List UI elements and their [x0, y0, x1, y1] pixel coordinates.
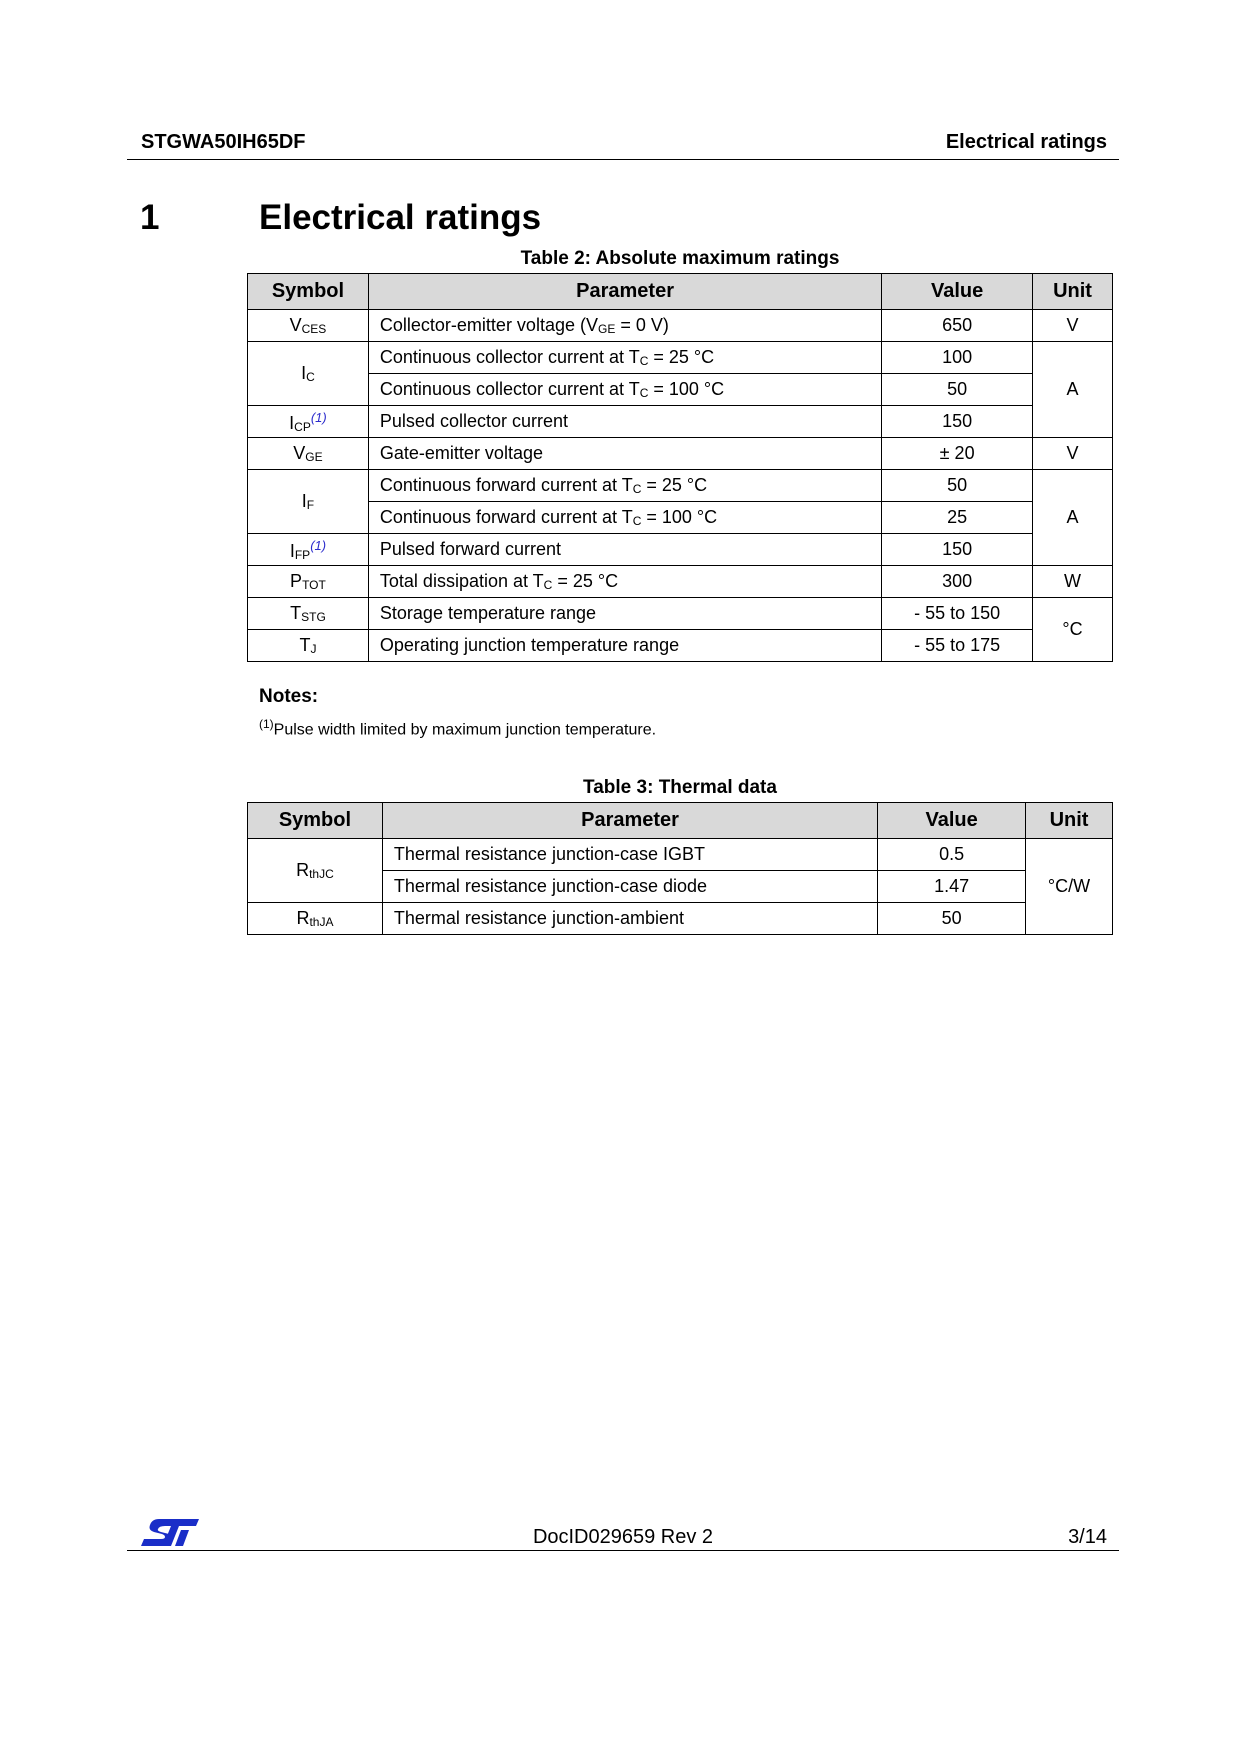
parameter-cell: Thermal resistance junction-case IGBT: [382, 839, 877, 871]
unit-cell: °C/W: [1026, 839, 1113, 935]
col-header-value: Value: [878, 803, 1026, 839]
symbol-cell: $T_{STG}$: [248, 598, 369, 630]
value-cell: 100: [882, 342, 1033, 374]
section-number: 1: [140, 198, 160, 237]
notes-heading: Notes:: [259, 686, 319, 707]
table-row: [248, 502, 1113, 534]
symbol-cell: $I_{CP}^{(1)}$: [248, 406, 369, 438]
value-cell: 50: [882, 374, 1033, 406]
absolute-max-ratings-table: [247, 273, 1113, 662]
value-cell: - 55 to 175: [882, 630, 1033, 662]
document-id: DocID029659 Rev 2: [532, 1526, 714, 1548]
parameter-cell: Thermal resistance junction-ambient: [382, 903, 877, 935]
page-number: 3/14: [1068, 1526, 1107, 1548]
col-header-value: Value: [882, 274, 1033, 310]
table-row: [248, 310, 1113, 342]
table-header-row: [248, 274, 1113, 310]
unit-cell: W: [1033, 566, 1113, 598]
parameter-cell: Thermal resistance junction-case diode: [382, 871, 877, 903]
value-cell: 25: [882, 502, 1033, 534]
parameter-cell: Continuous forward current at $T_C = 25$ °C: [368, 470, 881, 502]
table-row: [248, 406, 1113, 438]
parameter-cell: Pulsed forward current: [368, 534, 881, 566]
table-row: [248, 839, 1113, 871]
col-header-parameter: Parameter: [382, 803, 877, 839]
table3-caption: Table 3: Thermal data: [583, 777, 777, 798]
parameter-cell: Pulsed collector current: [368, 406, 881, 438]
thermal-data-table: [247, 802, 1113, 935]
table-row: [248, 438, 1113, 470]
footnote-link[interactable]: (1): [310, 537, 327, 553]
table2-caption: Table 2: Absolute maximum ratings: [520, 248, 840, 269]
table-row: [248, 342, 1113, 374]
footnote-link[interactable]: (1): [310, 409, 327, 425]
symbol-cell: $R_{thJA}$: [248, 903, 383, 935]
unit-cell: A: [1033, 470, 1113, 566]
parameter-cell: Continuous forward current at $T_C = 100$ °C: [368, 502, 881, 534]
symbol-cell: $T_J$: [248, 630, 369, 662]
value-cell: 0.5: [878, 839, 1026, 871]
symbol-cell: $I_{FP}^{(1)}$: [248, 534, 369, 566]
value-cell: 1.47: [878, 871, 1026, 903]
unit-cell: V: [1033, 310, 1113, 342]
value-cell: 150: [882, 406, 1033, 438]
symbol-cell: $I_C$: [248, 342, 369, 406]
value-cell: 300: [882, 566, 1033, 598]
table-row: [248, 630, 1113, 662]
page-header: [127, 131, 1119, 160]
table-header-row: [248, 803, 1113, 839]
parameter-cell: Total dissipation at $T_C = 25$ °C: [368, 566, 881, 598]
notes-text: $^{(1)}$Pulse width limited by maximum junction temperature.: [259, 717, 657, 739]
note-marker: (1): [259, 717, 274, 731]
col-header-unit: Unit: [1026, 803, 1113, 839]
symbol-cell: $I_F$: [248, 470, 369, 534]
table-row: [248, 598, 1113, 630]
table-row: [248, 903, 1113, 935]
unit-cell: V: [1033, 438, 1113, 470]
col-header-unit: Unit: [1033, 274, 1113, 310]
parameter-cell: Storage temperature range: [368, 598, 881, 630]
col-header-parameter: Parameter: [368, 274, 881, 310]
value-cell: 150: [882, 534, 1033, 566]
table-row: [248, 566, 1113, 598]
symbol-cell: $R_{thJC}$: [248, 839, 383, 903]
table-row: [248, 534, 1113, 566]
table-row: [248, 374, 1113, 406]
value-cell: ± 20: [882, 438, 1033, 470]
header-section-title: Electrical ratings: [945, 131, 1107, 153]
header-part-number: STGWA50IH65DF: [141, 131, 306, 153]
parameter-cell: Continuous collector current at $T_C = 100$ °C: [368, 374, 881, 406]
parameter-cell: Gate-emitter voltage: [368, 438, 881, 470]
parameter-cell: Collector-emitter voltage ($V_{GE} = 0$ V): [368, 310, 881, 342]
parameter-cell: Operating junction temperature range: [368, 630, 881, 662]
section-title: Electrical ratings: [259, 198, 542, 237]
unit-cell: A: [1033, 342, 1113, 438]
value-cell: 50: [882, 470, 1033, 502]
page-footer: [127, 1517, 1119, 1551]
symbol-cell: $P_{TOT}$: [248, 566, 369, 598]
symbol-cell: $V_{CES}$: [248, 310, 369, 342]
symbol-cell: $V_{GE}$: [248, 438, 369, 470]
value-cell: 650: [882, 310, 1033, 342]
value-cell: 50: [878, 903, 1026, 935]
table-row: [248, 470, 1113, 502]
col-header-symbol: Symbol: [248, 274, 369, 310]
value-cell: - 55 to 150: [882, 598, 1033, 630]
unit-cell: °C: [1033, 598, 1113, 662]
parameter-cell: Continuous collector current at $T_C = 25$ °C: [368, 342, 881, 374]
col-header-symbol: Symbol: [248, 803, 383, 839]
